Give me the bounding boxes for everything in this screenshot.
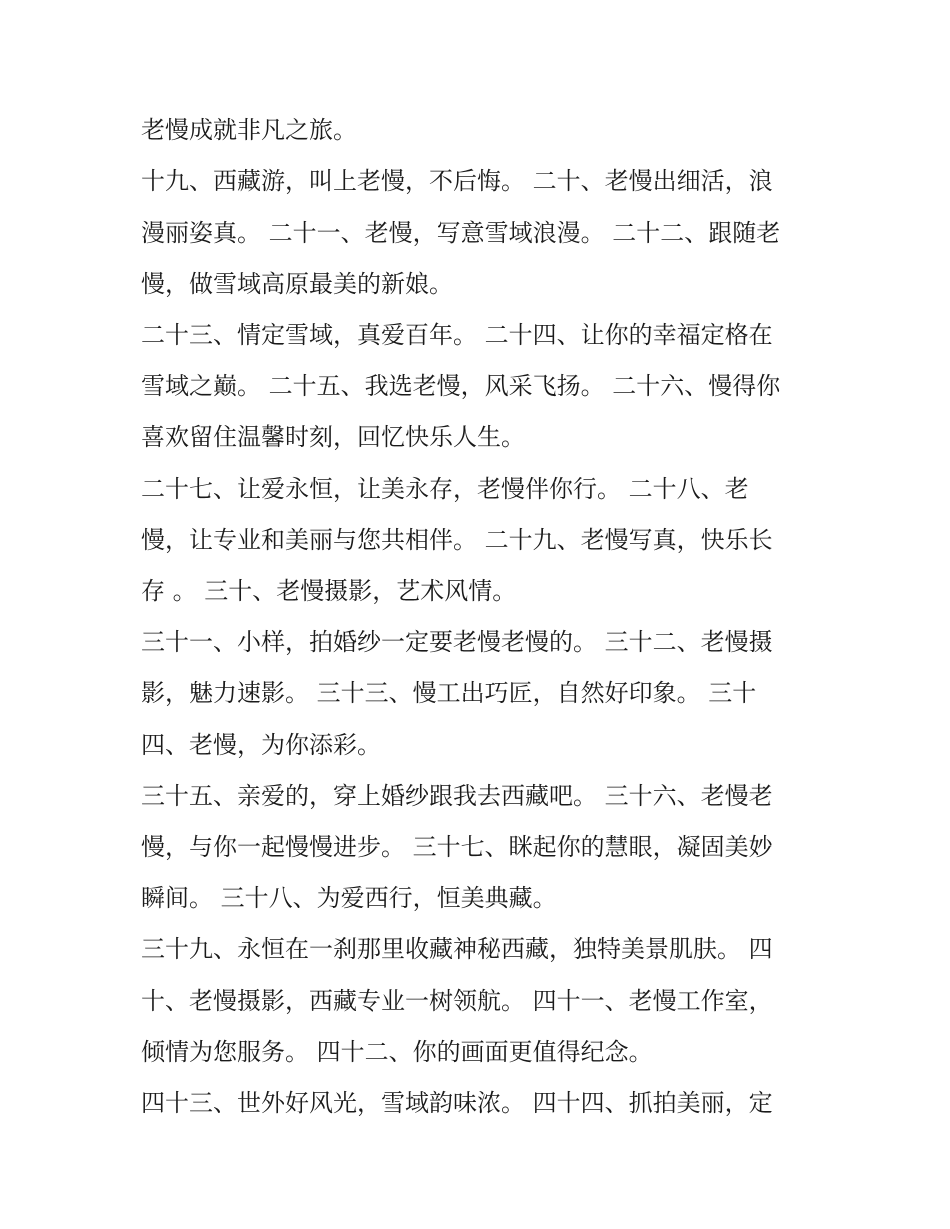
text-line-20: 四十三、世外好风光，雪域韵味浓。 四十四、抓拍美丽，定	[141, 1089, 773, 1117]
text-line-6: 雪域之巅。 二十五、我选老慢，风采飞扬。 二十六、慢得你	[141, 372, 781, 400]
text-line-14: 三十五、亲爱的，穿上婚纱跟我去西藏吧。 三十六、老慢老	[141, 782, 773, 810]
text-line-8: 二十七、让爱永恒，让美永存，老慢伴你行。 二十八、老	[141, 475, 749, 503]
text-line-10: 存 。 三十、老慢摄影，艺术风情。	[141, 577, 517, 605]
text-line-1: 老慢成就非凡之旅。	[141, 116, 357, 144]
text-line-7: 喜欢留住温馨时刻，回忆快乐人生。	[141, 423, 525, 451]
text-line-5: 二十三、情定雪域，真爱百年。 二十四、让你的幸福定格在	[141, 321, 773, 349]
text-line-4: 慢，做雪域高原最美的新娘。	[141, 270, 453, 298]
text-line-9: 慢，让专业和美丽与您共相伴。 二十九、老慢写真，快乐长	[141, 526, 773, 554]
text-line-12: 影，魅力速影。 三十三、慢工出巧匠，自然好印象。 三十	[141, 679, 757, 707]
text-line-19: 倾情为您服务。 四十二、你的画面更值得纪念。	[141, 1038, 653, 1066]
text-line-11: 三十一、小样，拍婚纱一定要老慢老慢的。 三十二、老慢摄	[141, 628, 773, 656]
text-line-17: 三十九、永恒在一刹那里收藏神秘西藏，独特美景肌肤。 四	[141, 935, 773, 963]
text-line-18: 十、老慢摄影，西藏专业一树领航。 四十一、老慢工作室，	[141, 987, 773, 1015]
text-line-15: 慢，与你一起慢慢进步。 三十七、眯起你的慧眼，凝固美妙	[141, 833, 773, 861]
text-line-2: 十九、西藏游，叫上老慢，不后悔。 二十、老慢出细活，浪	[141, 167, 773, 195]
text-line-16: 瞬间。 三十八、为爱西行，恒美典藏。	[141, 884, 557, 912]
text-line-13: 四、老慢，为你添彩。	[141, 731, 381, 759]
text-line-3: 漫丽姿真。 二十一、老慢，写意雪域浪漫。 二十二、跟随老	[141, 219, 781, 247]
